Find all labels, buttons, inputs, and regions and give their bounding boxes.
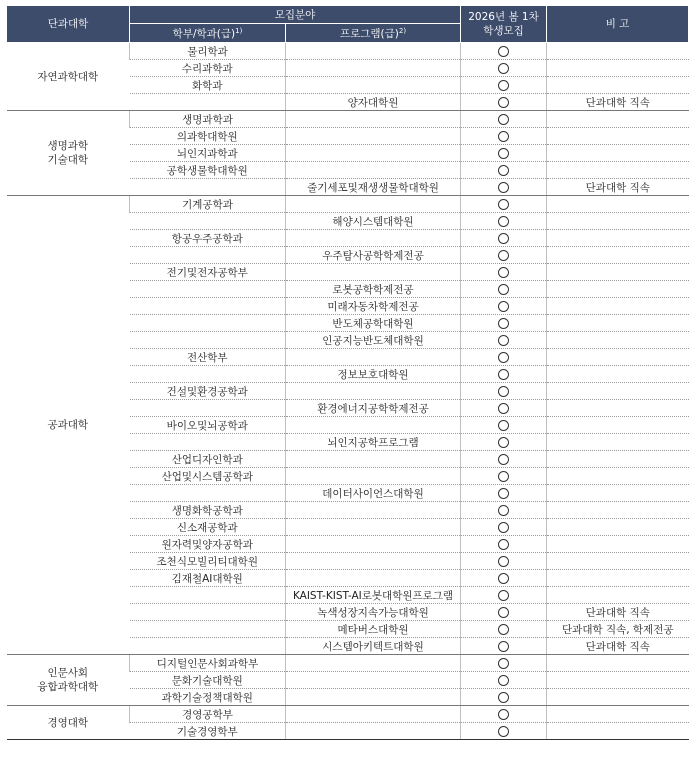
college-cell xyxy=(7,655,130,706)
recruit-mark-cell xyxy=(461,298,547,315)
recruit-mark-cell xyxy=(461,723,547,740)
circle-mark-icon xyxy=(498,216,509,227)
note-cell xyxy=(547,655,689,672)
header-program-label: 프로그램(급) xyxy=(339,27,399,40)
dept-cell: 산업디자인학과 xyxy=(130,451,286,468)
circle-mark-icon xyxy=(498,590,509,601)
circle-mark-icon xyxy=(498,165,509,176)
table-header xyxy=(7,6,689,43)
header-recruit-line1: 2026년 봄 1차 xyxy=(468,11,539,23)
program-cell xyxy=(286,502,461,519)
note-cell xyxy=(547,230,689,247)
program-cell: 반도체공학대학원 xyxy=(286,315,461,332)
program-cell: 시스템아키텍트대학원 xyxy=(286,638,461,655)
recruit-mark-cell xyxy=(461,43,547,60)
circle-mark-icon xyxy=(498,573,509,584)
note-cell xyxy=(547,383,689,400)
circle-mark-icon xyxy=(498,675,509,686)
program-cell xyxy=(286,349,461,366)
program-cell: 양자대학원 xyxy=(286,94,461,111)
recruit-mark-cell xyxy=(461,94,547,111)
circle-mark-icon xyxy=(498,250,509,261)
recruit-mark-cell xyxy=(461,230,547,247)
recruit-mark-cell xyxy=(461,332,547,349)
recruit-mark-cell xyxy=(461,638,547,655)
note-cell xyxy=(547,706,689,723)
dept-cell: 생명화학공학과 xyxy=(130,502,286,519)
recruit-mark-cell xyxy=(461,196,547,213)
circle-mark-icon xyxy=(498,556,509,567)
dept-cell xyxy=(130,94,286,111)
recruit-mark-cell xyxy=(461,706,547,723)
header-field: 모집분야 xyxy=(130,6,461,24)
program-cell: 미래자동차학제전공 xyxy=(286,298,461,315)
circle-mark-icon xyxy=(498,318,509,329)
note-cell xyxy=(547,145,689,162)
college-name: 융합과학대학 xyxy=(37,681,99,693)
recruit-mark-cell xyxy=(461,502,547,519)
note-cell xyxy=(547,587,689,604)
circle-mark-icon xyxy=(498,369,509,380)
dept-cell xyxy=(130,434,286,451)
dept-cell: 김재철AI대학원 xyxy=(130,570,286,587)
note-cell xyxy=(547,400,689,417)
circle-mark-icon xyxy=(498,233,509,244)
recruit-mark-cell xyxy=(461,111,547,128)
dept-cell xyxy=(130,315,286,332)
program-cell: 환경에너지공학학제전공 xyxy=(286,400,461,417)
table-row xyxy=(7,706,689,723)
recruit-mark-cell xyxy=(461,689,547,706)
program-cell xyxy=(286,264,461,281)
dept-cell xyxy=(130,213,286,230)
note-cell xyxy=(547,485,689,502)
note-cell xyxy=(547,281,689,298)
circle-mark-icon xyxy=(498,624,509,635)
circle-mark-icon xyxy=(498,63,509,74)
program-cell xyxy=(286,706,461,723)
dept-cell xyxy=(130,638,286,655)
program-cell xyxy=(286,553,461,570)
circle-mark-icon xyxy=(498,692,509,703)
header-program-footnote: 2) xyxy=(398,26,407,35)
program-cell: 메타버스대학원 xyxy=(286,621,461,638)
note-cell xyxy=(547,723,689,740)
college-cell xyxy=(7,43,130,111)
circle-mark-icon xyxy=(498,301,509,312)
note-cell xyxy=(547,315,689,332)
note-cell xyxy=(547,689,689,706)
dept-cell: 원자력및양자공학과 xyxy=(130,536,286,553)
note-cell: 단과대학 직속 xyxy=(547,604,689,621)
recruit-mark-cell xyxy=(461,383,547,400)
recruit-mark-cell xyxy=(461,400,547,417)
note-cell xyxy=(547,298,689,315)
recruit-mark-cell xyxy=(461,468,547,485)
program-cell xyxy=(286,570,461,587)
program-cell xyxy=(286,77,461,94)
program-cell xyxy=(286,145,461,162)
circle-mark-icon xyxy=(498,658,509,669)
dept-cell xyxy=(130,298,286,315)
circle-mark-icon xyxy=(498,97,509,108)
program-cell xyxy=(286,230,461,247)
circle-mark-icon xyxy=(498,182,509,193)
note-cell xyxy=(547,366,689,383)
program-cell: 줄기세포및재생생물학대학원 xyxy=(286,179,461,196)
dept-cell: 수리과학과 xyxy=(130,60,286,77)
circle-mark-icon xyxy=(498,641,509,652)
dept-cell: 전산학부 xyxy=(130,349,286,366)
note-cell xyxy=(547,468,689,485)
program-cell xyxy=(286,60,461,77)
dept-cell: 생명과학과 xyxy=(130,111,286,128)
college-cell xyxy=(7,111,130,196)
note-cell: 단과대학 직속 xyxy=(547,94,689,111)
dept-cell xyxy=(130,366,286,383)
dept-cell xyxy=(130,281,286,298)
program-cell xyxy=(286,723,461,740)
circle-mark-icon xyxy=(498,46,509,57)
dept-cell: 산업및시스템공학과 xyxy=(130,468,286,485)
dept-cell: 항공우주공학과 xyxy=(130,230,286,247)
dept-cell xyxy=(130,485,286,502)
note-cell xyxy=(547,349,689,366)
dept-cell: 화학과 xyxy=(130,77,286,94)
recruit-mark-cell xyxy=(461,349,547,366)
recruit-mark-cell xyxy=(461,179,547,196)
circle-mark-icon xyxy=(498,335,509,346)
recruit-mark-cell xyxy=(461,128,547,145)
college-cell xyxy=(7,196,130,655)
recruit-mark-cell xyxy=(461,519,547,536)
program-cell: 데이터사이언스대학원 xyxy=(286,485,461,502)
circle-mark-icon xyxy=(498,199,509,210)
note-cell xyxy=(547,434,689,451)
circle-mark-icon xyxy=(498,454,509,465)
program-cell: 뇌인지공학프로그램 xyxy=(286,434,461,451)
note-cell xyxy=(547,247,689,264)
dept-cell xyxy=(130,621,286,638)
dept-cell: 뇌인지과학과 xyxy=(130,145,286,162)
dept-cell xyxy=(130,332,286,349)
program-cell xyxy=(286,128,461,145)
dept-cell xyxy=(130,400,286,417)
program-cell xyxy=(286,451,461,468)
note-cell xyxy=(547,196,689,213)
program-cell: KAIST-KIST-AI로봇대학원프로그램 xyxy=(286,587,461,604)
table-body xyxy=(7,43,689,740)
note-cell xyxy=(547,264,689,281)
note-cell xyxy=(547,213,689,230)
program-cell: 정보보호대학원 xyxy=(286,366,461,383)
circle-mark-icon xyxy=(498,352,509,363)
dept-cell: 물리학과 xyxy=(130,43,286,60)
table-row xyxy=(7,196,689,213)
circle-mark-icon xyxy=(498,522,509,533)
dept-cell: 문화기술대학원 xyxy=(130,672,286,689)
circle-mark-icon xyxy=(498,420,509,431)
dept-cell: 공학생물학대학원 xyxy=(130,162,286,179)
program-cell: 녹색성장지속가능대학원 xyxy=(286,604,461,621)
note-cell xyxy=(547,162,689,179)
recruit-mark-cell xyxy=(461,213,547,230)
college-name: 인문사회 xyxy=(47,667,89,679)
program-cell xyxy=(286,655,461,672)
recruit-mark-cell xyxy=(461,604,547,621)
circle-mark-icon xyxy=(498,267,509,278)
college-name: 경영대학 xyxy=(47,716,89,729)
dept-cell xyxy=(130,179,286,196)
college-name: 생명과학 xyxy=(47,140,89,152)
note-cell: 단과대학 직속, 학제전공 xyxy=(547,621,689,638)
program-cell xyxy=(286,383,461,400)
recruit-mark-cell xyxy=(461,281,547,298)
dept-cell: 기술경영학부 xyxy=(130,723,286,740)
dept-cell xyxy=(130,247,286,264)
recruit-mark-cell xyxy=(461,621,547,638)
dept-cell: 디지털인문사회과학부 xyxy=(130,655,286,672)
college-name: 자연과학대학 xyxy=(37,70,99,83)
circle-mark-icon xyxy=(498,80,509,91)
recruit-mark-cell xyxy=(461,366,547,383)
recruitment-table xyxy=(6,5,689,740)
program-cell xyxy=(286,417,461,434)
note-cell xyxy=(547,128,689,145)
program-cell xyxy=(286,689,461,706)
header-note: 비 고 xyxy=(547,6,689,43)
program-cell: 해양시스템대학원 xyxy=(286,213,461,230)
recruit-mark-cell xyxy=(461,145,547,162)
note-cell xyxy=(547,672,689,689)
program-cell: 우주탐사공학학제전공 xyxy=(286,247,461,264)
college-name: 공과대학 xyxy=(47,419,89,431)
program-cell xyxy=(286,43,461,60)
program-cell xyxy=(286,468,461,485)
header-dept-label: 학부/학과(급) xyxy=(172,27,236,40)
table-row xyxy=(7,111,689,128)
circle-mark-icon xyxy=(498,505,509,516)
recruit-mark-cell xyxy=(461,264,547,281)
dept-cell: 신소재공학과 xyxy=(130,519,286,536)
note-cell xyxy=(547,77,689,94)
program-cell: 로봇공학학제전공 xyxy=(286,281,461,298)
dept-cell: 과학기술정책대학원 xyxy=(130,689,286,706)
recruit-mark-cell xyxy=(461,162,547,179)
dept-cell: 건설및환경공학과 xyxy=(130,383,286,400)
program-cell xyxy=(286,196,461,213)
note-cell xyxy=(547,570,689,587)
note-cell xyxy=(547,536,689,553)
circle-mark-icon xyxy=(498,114,509,125)
note-cell xyxy=(547,417,689,434)
header-recruit-line2: 학생모집 xyxy=(483,25,524,37)
table-row xyxy=(7,655,689,672)
dept-cell xyxy=(130,604,286,621)
recruit-mark-cell xyxy=(461,247,547,264)
recruit-mark-cell xyxy=(461,553,547,570)
college-cell xyxy=(7,706,130,740)
note-cell xyxy=(547,451,689,468)
circle-mark-icon xyxy=(498,386,509,397)
recruit-mark-cell xyxy=(461,434,547,451)
circle-mark-icon xyxy=(498,148,509,159)
note-cell: 단과대학 직속 xyxy=(547,179,689,196)
note-cell: 단과대학 직속 xyxy=(547,638,689,655)
college-name: 기술대학 xyxy=(47,154,89,166)
note-cell xyxy=(547,332,689,349)
note-cell xyxy=(547,111,689,128)
dept-cell: 기계공학과 xyxy=(130,196,286,213)
dept-cell: 전기및전자공학부 xyxy=(130,264,286,281)
circle-mark-icon xyxy=(498,488,509,499)
note-cell xyxy=(547,519,689,536)
circle-mark-icon xyxy=(498,709,509,720)
recruit-mark-cell xyxy=(461,485,547,502)
recruit-mark-cell xyxy=(461,536,547,553)
recruit-mark-cell xyxy=(461,315,547,332)
program-cell xyxy=(286,536,461,553)
dept-cell xyxy=(130,587,286,604)
recruit-mark-cell xyxy=(461,570,547,587)
program-cell xyxy=(286,162,461,179)
header-program xyxy=(286,24,461,43)
header-recruit xyxy=(461,6,547,43)
recruit-mark-cell xyxy=(461,451,547,468)
program-cell xyxy=(286,519,461,536)
header-dept xyxy=(130,24,286,43)
recruit-mark-cell xyxy=(461,587,547,604)
header-dept-footnote: 1) xyxy=(235,26,243,35)
circle-mark-icon xyxy=(498,403,509,414)
dept-cell: 의과학대학원 xyxy=(130,128,286,145)
note-cell xyxy=(547,502,689,519)
recruitment-table-container xyxy=(6,5,688,740)
circle-mark-icon xyxy=(498,471,509,482)
circle-mark-icon xyxy=(498,539,509,550)
program-cell xyxy=(286,672,461,689)
dept-cell: 경영공학부 xyxy=(130,706,286,723)
circle-mark-icon xyxy=(498,131,509,142)
circle-mark-icon xyxy=(498,437,509,448)
recruit-mark-cell xyxy=(461,655,547,672)
circle-mark-icon xyxy=(498,284,509,295)
recruit-mark-cell xyxy=(461,417,547,434)
circle-mark-icon xyxy=(498,607,509,618)
recruit-mark-cell xyxy=(461,77,547,94)
recruit-mark-cell xyxy=(461,60,547,77)
note-cell xyxy=(547,60,689,77)
note-cell xyxy=(547,43,689,60)
recruit-mark-cell xyxy=(461,672,547,689)
note-cell xyxy=(547,553,689,570)
circle-mark-icon xyxy=(498,726,509,737)
program-cell: 인공지능반도체대학원 xyxy=(286,332,461,349)
program-cell xyxy=(286,111,461,128)
dept-cell: 조천식모빌리티대학원 xyxy=(130,553,286,570)
table-row xyxy=(7,43,689,60)
header-college: 단과대학 xyxy=(7,6,130,43)
dept-cell: 바이오및뇌공학과 xyxy=(130,417,286,434)
